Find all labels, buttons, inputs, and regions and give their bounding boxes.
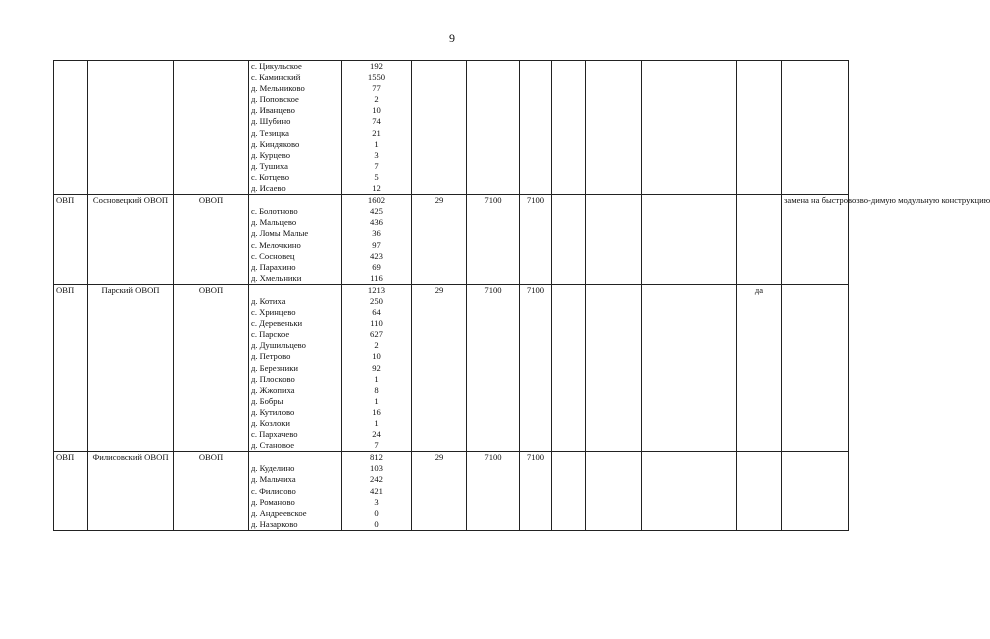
value-cell-3: 7100 — [520, 452, 552, 531]
value-cell-4 — [552, 284, 586, 451]
settlement-population: 1 — [374, 395, 379, 406]
table-row — [54, 61, 849, 195]
facility-name-cell: Парский ОВОП — [88, 284, 174, 451]
settlement-name: д. Романово — [251, 496, 295, 507]
settlement-population: 36 — [372, 228, 381, 239]
value-cell-7 — [737, 195, 782, 285]
facility-type-cell: ОВП — [54, 452, 88, 531]
table-row — [54, 452, 849, 531]
settlement-name: д. Жжопиха — [251, 384, 295, 395]
settlements-cell — [249, 195, 342, 285]
value-cell-1 — [412, 61, 467, 195]
settlement-name: д. Мальчиха — [251, 474, 296, 485]
value-cell-5 — [586, 61, 642, 195]
settlement-name: д. Парахино — [251, 261, 296, 272]
settlement-spacer — [251, 452, 339, 463]
settlement-population: 421 — [370, 485, 383, 496]
settlement-name: с. Цикульское — [251, 61, 302, 71]
value-cell-7 — [737, 61, 782, 195]
facilities-table — [53, 60, 990, 531]
settlement-population: 1 — [374, 138, 379, 149]
settlement-name: с. Болотново — [251, 206, 298, 217]
value-cell-2: 7100 — [467, 452, 520, 531]
settlement-population: 627 — [370, 329, 383, 340]
settlement-population: 192 — [370, 61, 383, 71]
value-cell-2: 7100 — [467, 195, 520, 285]
settlement-population: 8 — [374, 384, 379, 395]
settlement-population: 69 — [372, 261, 381, 272]
population-cell — [342, 61, 412, 195]
settlement-name: д. Душильцево — [251, 340, 306, 351]
settlement-name: д. Котиха — [251, 295, 286, 306]
settlement-population: 10 — [372, 105, 381, 116]
settlement-spacer — [251, 285, 339, 296]
value-cell-3 — [520, 61, 552, 195]
settlement-population: 425 — [370, 206, 383, 217]
settlement-population: 110 — [370, 318, 383, 329]
settlement-name: д. Курцево — [251, 149, 291, 160]
settlement-name: д. Иванцево — [251, 105, 295, 116]
settlement-name: с. Каминский — [251, 72, 301, 83]
settlement-population: 77 — [372, 83, 381, 94]
settlement-spacer — [251, 195, 339, 206]
settlement-population: 16 — [372, 406, 381, 417]
population-cell — [342, 195, 412, 285]
settlement-name: д. Назарково — [251, 518, 298, 529]
settlement-name: д. Поповское — [251, 94, 299, 105]
settlement-name: с. Парское — [251, 329, 290, 340]
value-cell-4 — [552, 452, 586, 531]
settlement-name: д. Андреевское — [251, 507, 307, 518]
population-cell — [342, 284, 412, 451]
population-total: 1602 — [367, 195, 386, 206]
settlement-name: д. Березники — [251, 362, 299, 373]
settlement-name: с. Мелочкино — [251, 239, 301, 250]
settlements-cell — [249, 452, 342, 531]
facility-kind-cell: ОВОП — [174, 284, 249, 451]
settlement-name: с. Котцево — [251, 171, 290, 182]
value-cell-1: 29 — [412, 284, 467, 451]
facility-kind-cell: ОВОП — [174, 452, 249, 531]
settlements-cell — [249, 284, 342, 451]
value-cell-5 — [586, 195, 642, 285]
population-cell — [342, 452, 412, 531]
value-cell-3: 7100 — [520, 195, 552, 285]
facility-name-cell: Сосновецкий ОВОП — [88, 195, 174, 285]
settlement-population: 24 — [372, 429, 381, 440]
value-cell-5 — [586, 284, 642, 451]
facility-name-cell: Филисовский ОВОП — [88, 452, 174, 531]
settlement-population: 97 — [372, 239, 381, 250]
facility-kind-cell: ОВОП — [174, 195, 249, 285]
settlement-population: 1550 — [367, 72, 386, 83]
value-cell-3: 7100 — [520, 284, 552, 451]
settlement-name: д. Козлоки — [251, 418, 291, 428]
value-cell-6 — [642, 195, 737, 285]
facility-type-cell: ОВП — [54, 195, 88, 285]
settlement-population: 1 — [374, 418, 379, 428]
population-total: 812 — [370, 452, 383, 463]
settlement-population: 12 — [372, 183, 381, 194]
settlement-population: 10 — [372, 351, 381, 362]
settlement-population: 3 — [374, 496, 379, 507]
value-cell-6 — [642, 61, 737, 195]
settlement-population: 74 — [372, 116, 381, 127]
settlement-name: д. Тушиха — [251, 160, 289, 171]
settlement-name: д. Становое — [251, 440, 295, 451]
value-cell-1: 29 — [412, 452, 467, 531]
facility-name-cell — [88, 61, 174, 195]
settlement-population: 0 — [374, 507, 379, 518]
population-total: 1213 — [367, 284, 386, 295]
page-number: 9 — [449, 31, 455, 45]
settlement-population: 116 — [370, 272, 383, 283]
settlement-name: с. Хринцево — [251, 307, 296, 318]
settlement-population: 0 — [374, 518, 379, 529]
settlement-population: 2 — [374, 94, 379, 105]
note-cell — [782, 452, 849, 531]
facility-type-cell — [54, 61, 88, 195]
settlements-cell — [249, 61, 342, 195]
settlement-name: д. Кутилово — [251, 406, 295, 417]
settlement-name: с. Филисово — [251, 485, 296, 496]
settlement-name: д. Куделино — [251, 463, 295, 474]
value-cell-2 — [467, 61, 520, 195]
settlement-population: 21 — [372, 127, 381, 138]
settlement-population: 1 — [374, 373, 379, 384]
settlement-name: д. Исаево — [251, 183, 286, 194]
settlement-name: д. Петрово — [251, 351, 291, 362]
settlement-name: д. Плосково — [251, 373, 295, 384]
settlement-population: 2 — [374, 340, 379, 351]
settlement-name: д. Тезицка — [251, 127, 289, 138]
settlement-population: 242 — [370, 474, 383, 485]
value-cell-2: 7100 — [467, 284, 520, 451]
settlement-name: д. Ломы Малые — [251, 228, 309, 239]
table-row — [54, 284, 849, 451]
value-cell-7: да — [737, 284, 782, 451]
settlement-population: 3 — [374, 149, 379, 160]
value-cell-5 — [586, 452, 642, 531]
settlement-name: с. Сосновец — [251, 250, 295, 261]
settlement-name: с. Деревеньки — [251, 318, 303, 329]
note-cell — [782, 61, 849, 195]
settlement-population: 103 — [370, 463, 383, 474]
settlement-name: д. Шубино — [251, 116, 291, 127]
settlement-name: д. Мельниково — [251, 83, 305, 94]
settlement-name: д. Бобры — [251, 395, 284, 406]
settlement-name: с. Пархачево — [251, 429, 298, 440]
settlement-population: 92 — [372, 362, 381, 373]
settlement-population: 64 — [372, 307, 381, 318]
table-row — [54, 195, 849, 285]
settlement-population: 5 — [374, 171, 379, 182]
settlement-population: 7 — [374, 160, 379, 171]
value-cell-1: 29 — [412, 195, 467, 285]
value-cell-7 — [737, 452, 782, 531]
note-cell: замена на быстровозво-димую модульную конструкцию — [782, 195, 849, 285]
value-cell-4 — [552, 61, 586, 195]
settlement-population: 250 — [370, 295, 383, 306]
settlement-population: 423 — [370, 250, 383, 261]
settlement-name: д. Мальцево — [251, 217, 297, 228]
value-cell-6 — [642, 452, 737, 531]
settlement-population: 436 — [370, 217, 383, 228]
note-cell — [782, 284, 849, 451]
settlement-name: д. Хмельники — [251, 272, 302, 283]
value-cell-6 — [642, 284, 737, 451]
settlement-name: д. Киндяково — [251, 138, 300, 149]
settlement-population: 7 — [374, 440, 379, 451]
facility-type-cell: ОВП — [54, 284, 88, 451]
facility-kind-cell — [174, 61, 249, 195]
value-cell-4 — [552, 195, 586, 285]
